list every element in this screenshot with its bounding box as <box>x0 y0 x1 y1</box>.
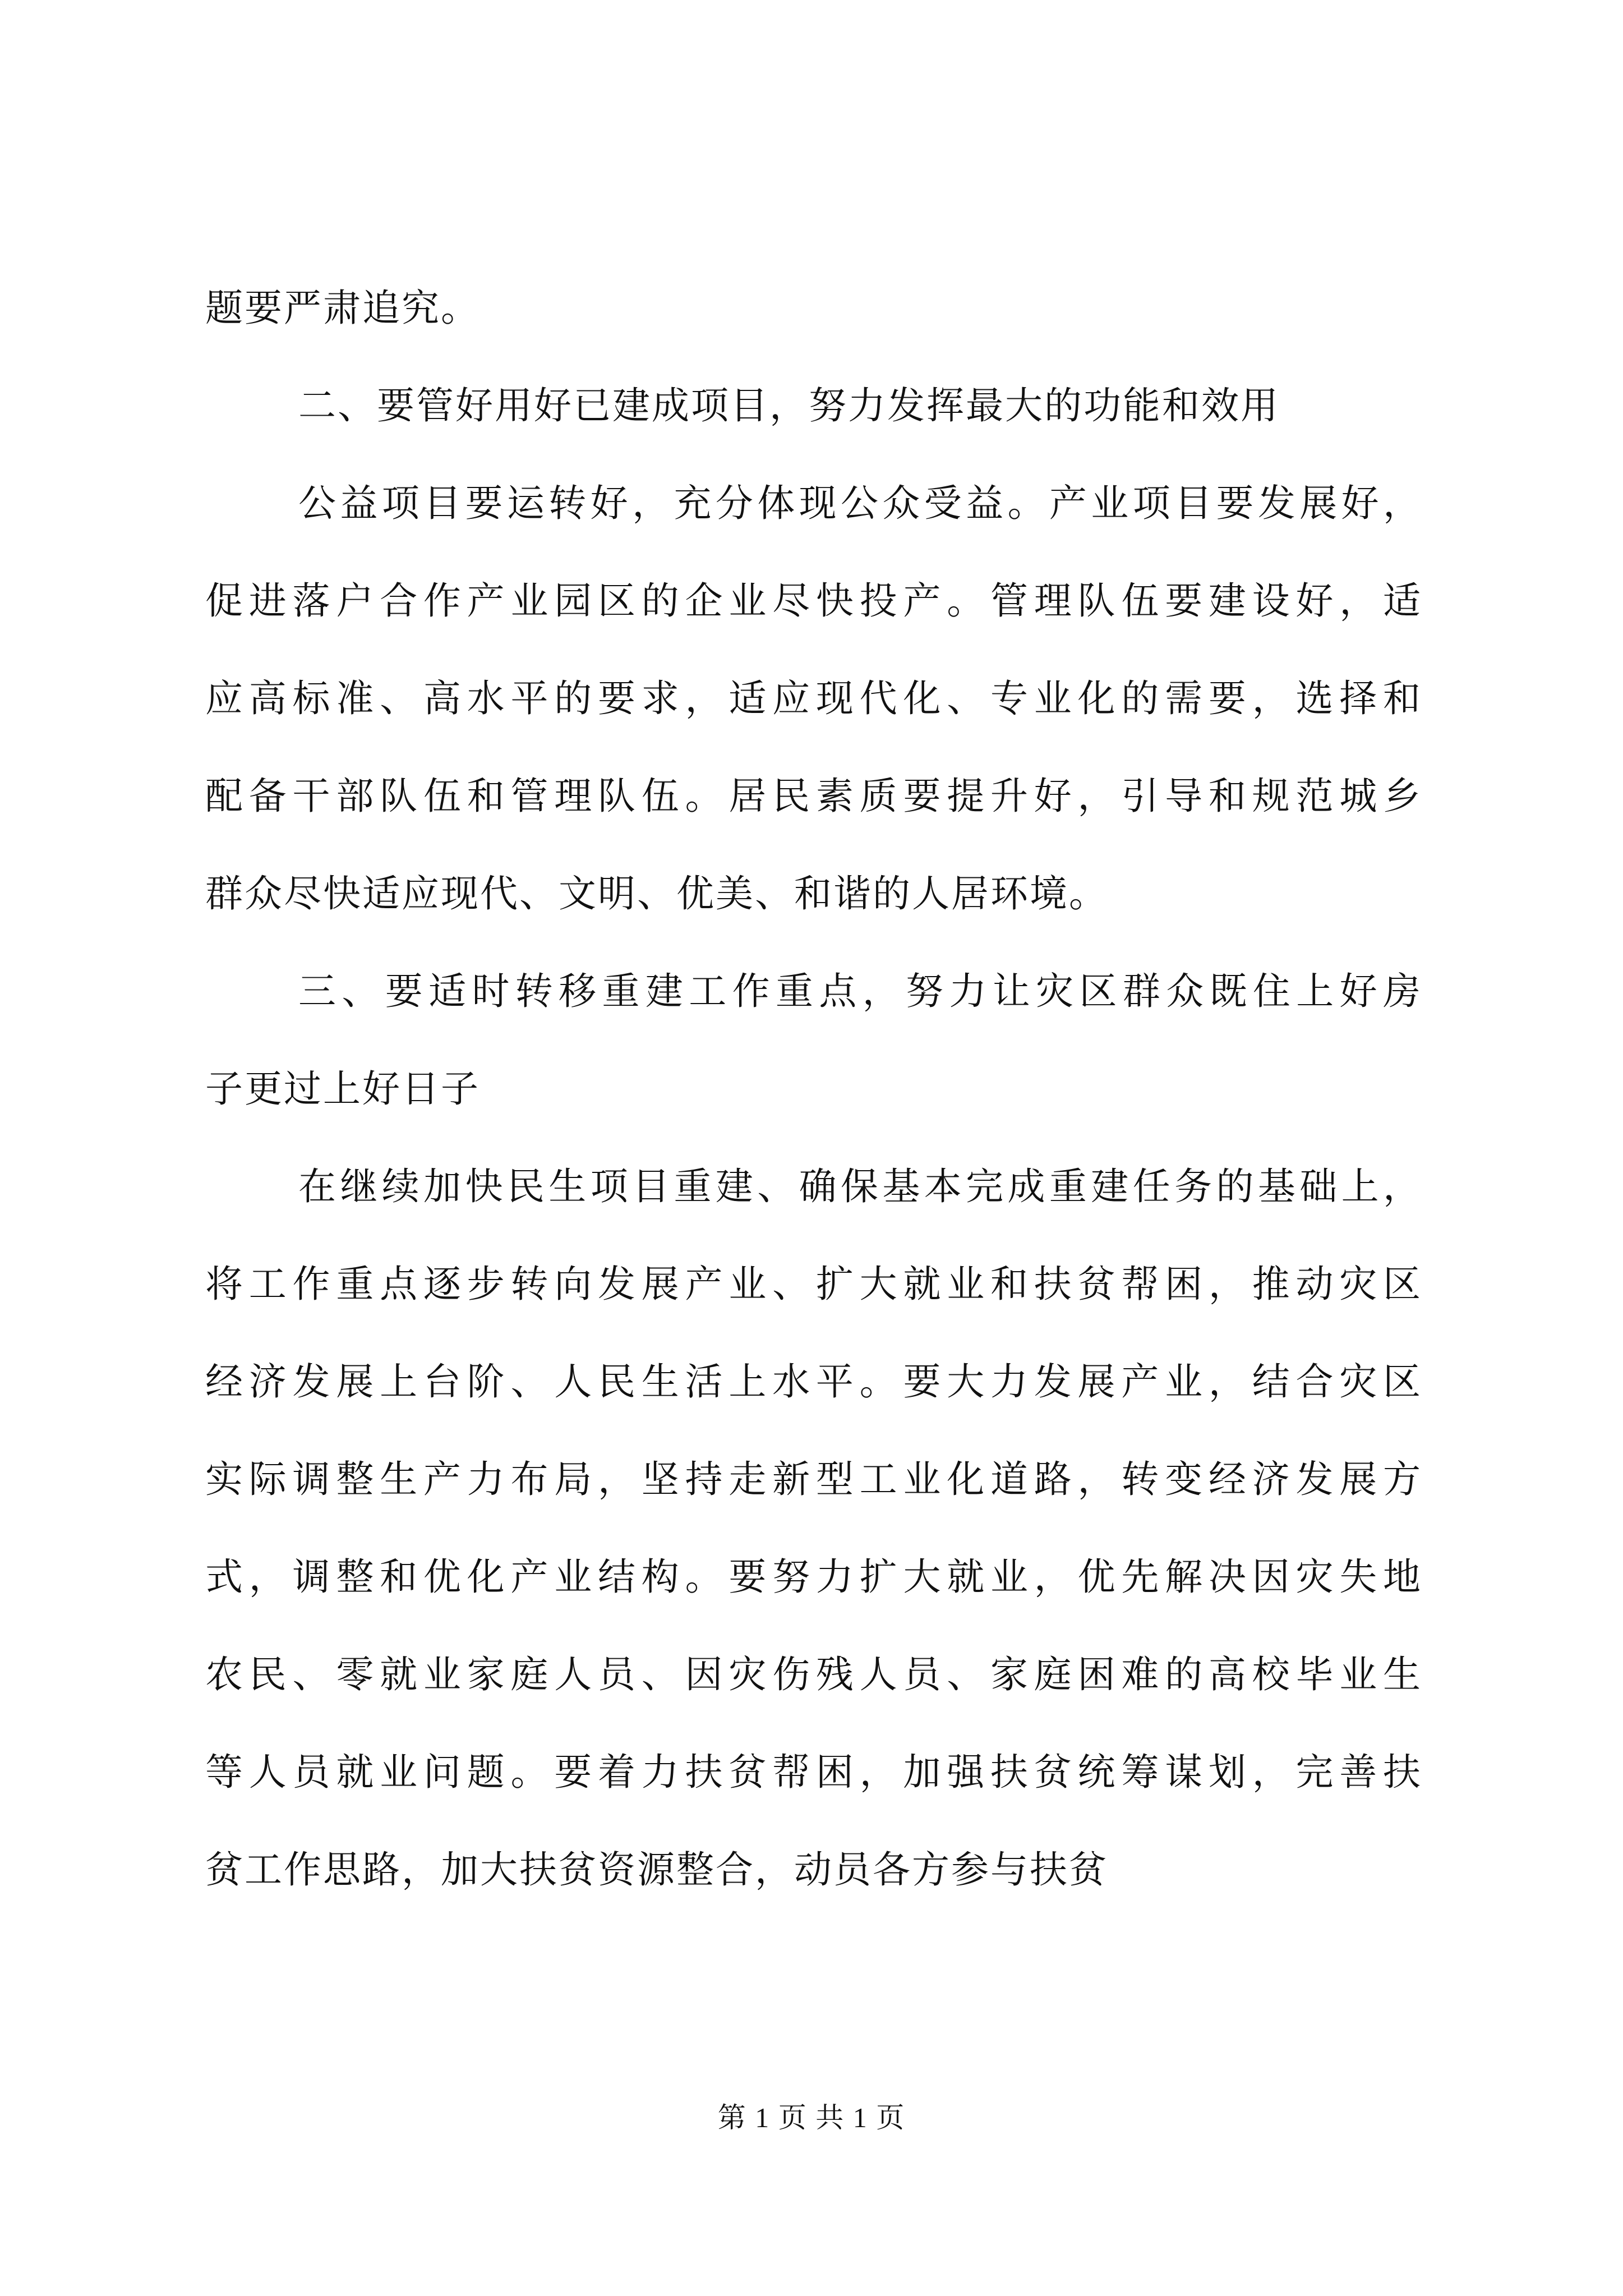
section-heading: 二、要管好用好已建成项目，努力发挥最大的功能和效用 <box>298 384 1280 427</box>
section-heading-continued: 子更过上好日子 <box>205 1067 480 1111</box>
text-line: 将工作重点逐步转向发展产业、扩大就业和扶贫帮困，推动灾区 <box>205 1262 1422 1306</box>
text-line: 应高标准、高水平的要求，适应现代化、专业化的需要，选择和 <box>205 677 1422 720</box>
text-line: 贫工作思路，加大扶贫资源整合，动员各方参与扶贫 <box>205 1848 1108 1892</box>
page-number-footer: 第 1 页 共 1 页 <box>717 2102 906 2133</box>
text-line: 式，调整和优化产业结构。要努力扩大就业，优先解决因灾失地 <box>205 1555 1422 1599</box>
text-line: 题要严肃追究。 <box>205 286 480 330</box>
text-line: 群众尽快适应现代、文明、优美、和谐的人居环境。 <box>205 872 1108 915</box>
text-line: 在继续加快民生项目重建、确保基本完成重建任务的基础上， <box>298 1165 1422 1208</box>
text-line: 实际调整生产力布局，坚持走新型工业化道路，转变经济发展方 <box>205 1457 1422 1501</box>
text-line: 农民、零就业家庭人员、因灾伤残人员、家庭困难的高校毕业生 <box>205 1653 1422 1696</box>
text-line: 等人员就业问题。要着力扶贫帮困，加强扶贫统筹谋划，完善扶 <box>205 1750 1422 1794</box>
section-heading: 三、要适时转移重建工作重点，努力让灾区群众既住上好房 <box>298 969 1422 1013</box>
text-line: 经济发展上台阶、人民生活上水平。要大力发展产业，结合灾区 <box>205 1360 1422 1404</box>
text-line: 促进落户合作产业园区的企业尽快投产。管理队伍要建设好，适 <box>205 579 1422 623</box>
text-line: 配备干部队伍和管理队伍。居民素质要提升好，引导和规范城乡 <box>205 774 1422 818</box>
document-body <box>205 259 1422 1918</box>
text-line: 公益项目要运转好，充分体现公众受益。产业项目要发展好， <box>298 481 1422 525</box>
